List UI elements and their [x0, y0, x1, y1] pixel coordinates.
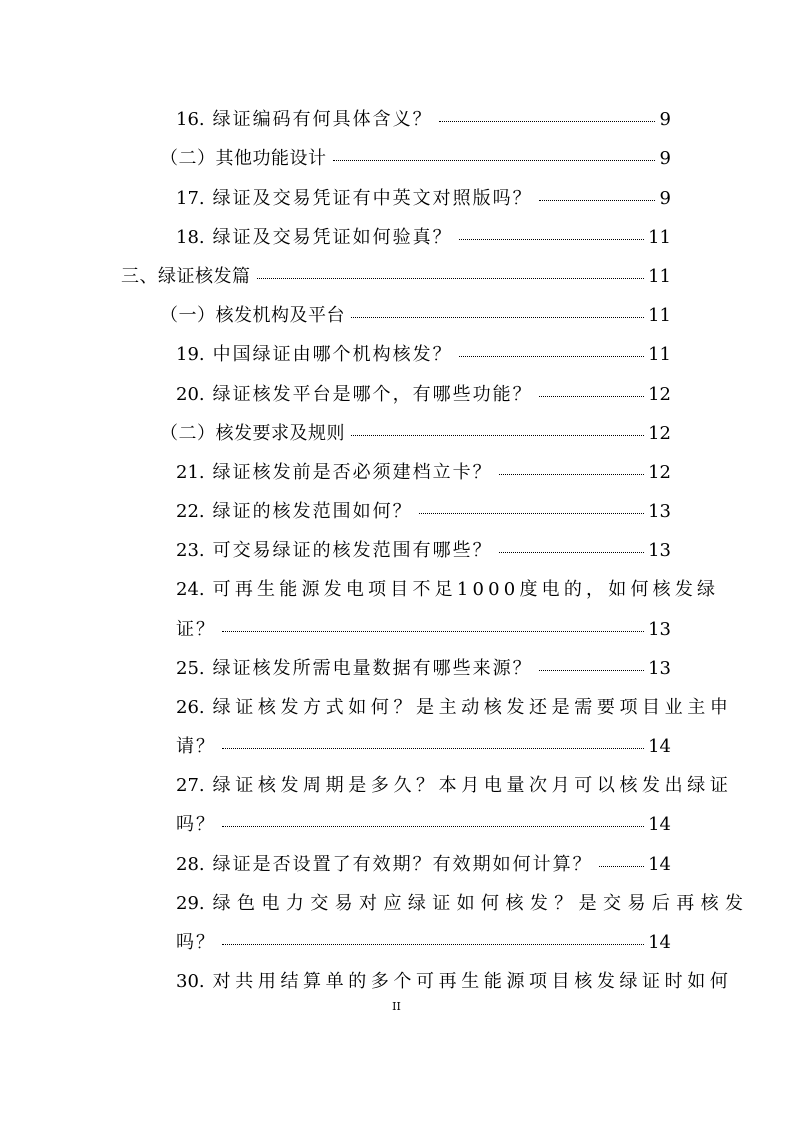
entry-page: 11	[648, 227, 671, 248]
toc-entry-24-line2[interactable]	[176, 618, 671, 642]
entry-title-line2: 请？	[176, 736, 216, 757]
entry-page: 9	[659, 148, 671, 169]
toc-section-issuing-institution[interactable]	[160, 304, 671, 328]
entry-page: 13	[648, 501, 671, 522]
entry-page: 9	[659, 188, 671, 209]
toc-entry-19[interactable]	[176, 343, 671, 367]
entry-number: 30.	[176, 971, 205, 992]
toc-entry-23[interactable]	[176, 539, 671, 563]
dot-leader	[459, 356, 644, 357]
dot-leader	[539, 200, 655, 201]
entry-title: 绿证核发所需电量数据有哪些来源？	[212, 658, 533, 679]
entry-page: 13	[648, 619, 671, 640]
entry-number: 28.	[176, 854, 205, 875]
entry-title-line1: 可再生能源发电项目不足1000度电的，如何核发绿	[212, 579, 720, 600]
entry-page: 11	[648, 344, 671, 365]
toc-entry-27-line1[interactable]	[176, 774, 733, 798]
dot-leader	[351, 435, 644, 436]
entry-title: 绿证核发前是否必须建档立卡？	[212, 462, 493, 483]
toc-entry-21[interactable]	[176, 461, 671, 485]
section-title: （二）其他功能设计	[160, 148, 327, 169]
entry-number: 26.	[176, 697, 205, 718]
entry-number: 21.	[176, 462, 205, 483]
entry-number: 29.	[176, 893, 205, 914]
entry-page: 14	[648, 814, 671, 835]
toc-entry-20[interactable]	[176, 383, 671, 407]
entry-number: 20.	[176, 384, 205, 405]
dot-leader	[333, 160, 656, 161]
dot-leader	[222, 826, 644, 827]
dot-leader	[499, 552, 644, 553]
toc-entry-25[interactable]	[176, 657, 671, 681]
toc-entry-27-line2[interactable]	[176, 813, 671, 837]
entry-number: 17.	[176, 188, 205, 209]
entry-title: 绿证编码有何具体含义？	[212, 109, 433, 130]
entry-title-line2: 吗？	[176, 932, 216, 953]
entry-number: 25.	[176, 658, 205, 679]
entry-title: 绿证及交易凭证有中英文对照版吗？	[212, 188, 533, 209]
toc-entry-26-line1[interactable]	[176, 696, 733, 720]
toc-section-other-functions[interactable]	[160, 147, 671, 171]
entry-page: 9	[659, 109, 671, 130]
entry-title: 绿证及交易凭证如何验真？	[212, 227, 453, 248]
dot-leader	[222, 631, 644, 632]
entry-title: 可交易绿证的核发范围有哪些？	[212, 540, 493, 561]
entry-page: 13	[648, 540, 671, 561]
entry-page: 11	[648, 305, 671, 326]
entry-title: 绿证的核发范围如何？	[212, 501, 413, 522]
dot-leader	[351, 317, 644, 318]
entry-number: 23.	[176, 540, 205, 561]
toc-entry-18[interactable]	[176, 226, 671, 250]
entry-number: 19.	[176, 344, 205, 365]
entry-title-line2: 证？	[176, 619, 216, 640]
entry-title: 中国绿证由哪个机构核发？	[212, 344, 453, 365]
toc-section-issuing-rules[interactable]	[160, 422, 671, 446]
toc-entry-30-line1[interactable]	[176, 970, 733, 994]
entry-title-line1: 绿证核发方式如何？是主动核发还是需要项目业主申	[212, 697, 733, 718]
dot-leader	[419, 513, 644, 514]
entry-page: 12	[648, 423, 671, 444]
entry-page: 13	[648, 658, 671, 679]
entry-title-line2: 吗？	[176, 814, 216, 835]
entry-number: 27.	[176, 775, 205, 796]
dot-leader	[539, 396, 644, 397]
chapter-title: 三、绿证核发篇	[121, 266, 251, 287]
dot-leader	[222, 944, 644, 945]
dot-leader	[499, 474, 644, 475]
toc-entry-16[interactable]	[176, 108, 671, 132]
toc-entry-17[interactable]	[176, 187, 671, 211]
dot-leader	[459, 239, 644, 240]
entry-page: 14	[648, 932, 671, 953]
dot-leader	[599, 866, 644, 867]
entry-page: 14	[648, 854, 671, 875]
entry-title-line1: 绿色电力交易对应绿证如何核发？是交易后再核发	[212, 893, 750, 914]
entry-number: 24.	[176, 579, 205, 600]
dot-leader	[257, 278, 645, 279]
toc-chapter-3[interactable]	[121, 265, 671, 289]
dot-leader	[222, 748, 644, 749]
entry-page: 12	[648, 462, 671, 483]
entry-page: 12	[648, 384, 671, 405]
toc-entry-29-line1[interactable]	[176, 892, 750, 916]
entry-title: 绿证是否设置了有效期？有效期如何计算？	[212, 854, 593, 875]
entry-number: 22.	[176, 501, 205, 522]
page-number: II	[392, 1000, 401, 1013]
dot-leader	[539, 670, 644, 671]
toc-entry-29-line2[interactable]	[176, 931, 671, 955]
toc-entry-22[interactable]	[176, 500, 671, 524]
dot-leader	[439, 121, 655, 122]
entry-page: 11	[648, 266, 671, 287]
entry-number: 18.	[176, 227, 205, 248]
entry-title-line1: 对共用结算单的多个可再生能源项目核发绿证时如何	[212, 971, 733, 992]
toc-entry-28[interactable]	[176, 853, 671, 877]
section-title: （一）核发机构及平台	[160, 305, 345, 326]
entry-title-line1: 绿证核发周期是多久？本月电量次月可以核发出绿证	[212, 775, 733, 796]
entry-title: 绿证核发平台是哪个，有哪些功能？	[212, 384, 533, 405]
entry-page: 14	[648, 736, 671, 757]
toc-entry-24-line1[interactable]	[176, 578, 720, 602]
entry-number: 16.	[176, 109, 205, 130]
toc-entry-26-line2[interactable]	[176, 735, 671, 759]
section-title: （二）核发要求及规则	[160, 423, 345, 444]
